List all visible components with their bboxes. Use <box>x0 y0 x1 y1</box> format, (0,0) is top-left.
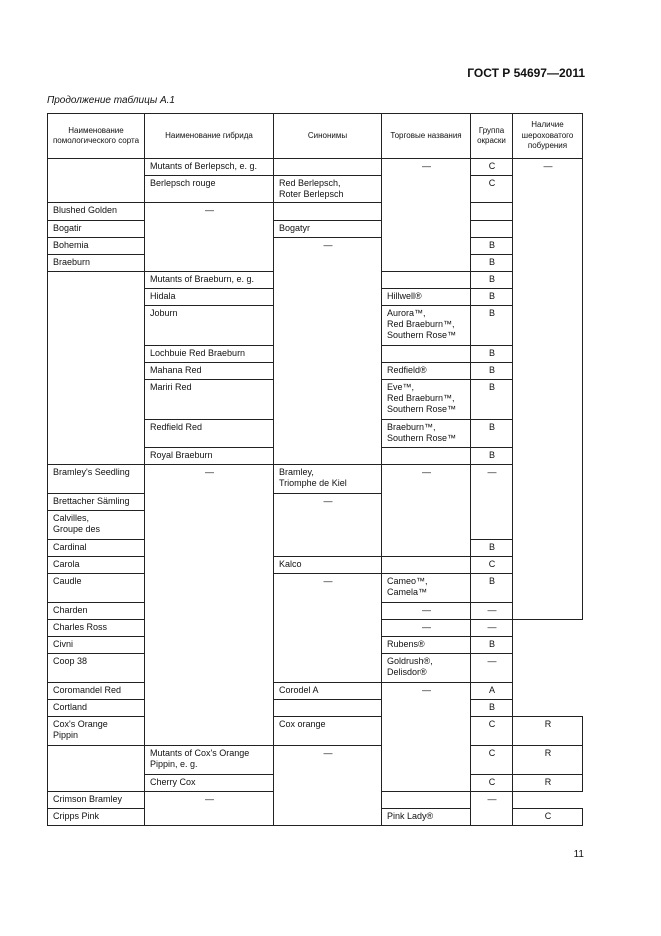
synonym-cell: — <box>274 746 382 826</box>
trade-cell: Braeburn™, Southern Rose™ <box>382 420 471 448</box>
trade-cell: — <box>382 620 471 637</box>
variety-cell: Cripps Pink <box>48 809 145 826</box>
group-cell: B <box>471 540 513 557</box>
synonym-cell: Kalco <box>274 557 382 574</box>
group-cell: B <box>471 637 513 654</box>
russet-cell: — <box>471 792 513 826</box>
variety-cell: Brettacher Sämling <box>48 494 145 511</box>
hybrid-cell: Royal Braeburn <box>145 448 274 465</box>
synonym-cell: — <box>274 574 382 683</box>
group-cell: B <box>471 272 513 289</box>
variety-cell: Civni <box>48 637 145 654</box>
table-row <box>48 238 583 255</box>
trade-cell: Goldrush®, Delisdor® <box>382 654 471 683</box>
hybrid-cell: Lochbuie Red Braeburn <box>145 346 274 363</box>
variety-cell: Crimson Bramley <box>48 792 145 809</box>
trade-cell <box>382 346 471 363</box>
russet-cell: R <box>513 775 583 792</box>
trade-cell: Hillwell® <box>382 289 471 306</box>
group-cell: A <box>471 683 513 700</box>
group-cell: B <box>471 380 513 420</box>
group-cell <box>382 792 471 809</box>
table-row <box>48 203 583 221</box>
group-cell: C <box>471 557 513 574</box>
table-header-row <box>48 114 583 159</box>
header-variety: Наименование помологического сорта <box>48 114 145 159</box>
hybrid-cell: Mahana Red <box>145 363 274 380</box>
header-hybrid: Наименование гибрида <box>145 114 274 159</box>
group-cell: B <box>471 574 513 603</box>
hybrid-cell: Mutants of Berlepsch, e. g. <box>145 159 274 176</box>
trade-cell: Cameo™, Camela™ <box>382 574 471 603</box>
group-cell: C <box>471 159 513 176</box>
group-cell <box>471 203 513 221</box>
synonym-cell: Cox orange <box>274 717 382 746</box>
header-trade-names: Торговые названия <box>382 114 471 159</box>
table-row <box>48 557 583 574</box>
synonym-cell: — <box>274 494 382 557</box>
variety-cell: Cortland <box>48 700 145 717</box>
header-russeting: Наличие шероховатого побурения <box>513 114 583 159</box>
trade-cell: — <box>382 683 471 792</box>
variety-cell: Cardinal <box>48 540 145 557</box>
synonym-cell <box>274 700 382 717</box>
group-cell: — <box>471 654 513 683</box>
trade-cell: — <box>382 159 471 272</box>
variety-cell <box>48 746 145 792</box>
table-row <box>48 159 583 176</box>
group-cell: B <box>471 346 513 363</box>
hybrid-cell: Joburn <box>145 306 274 346</box>
group-cell: B <box>471 289 513 306</box>
russet-cell: R <box>513 746 583 775</box>
trade-cell: Redfield® <box>382 363 471 380</box>
variety-cell: Caudle <box>48 574 145 603</box>
trade-cell <box>382 272 471 289</box>
group-cell: B <box>471 448 513 465</box>
variety-cell <box>48 159 145 203</box>
russet-cell: R <box>513 717 583 746</box>
variety-cell: Calvilles, Groupe des <box>48 511 145 540</box>
group-cell <box>471 221 513 238</box>
hybrid-cell: Berlepsch rouge <box>145 176 274 203</box>
hybrid-cell: Mutants of Cox's Orange Pippin, e. g. <box>145 746 274 775</box>
hybrid-cell: Mutants of Braeburn, e. g. <box>145 272 274 289</box>
header-color-group: Группа окраски <box>471 114 513 159</box>
group-cell: C <box>471 775 513 792</box>
trade-cell: Eve™, Red Braeburn™, Southern Rose™ <box>382 380 471 420</box>
variety-cell: Braeburn <box>48 255 145 272</box>
trade-cell <box>382 557 471 574</box>
variety-cell: Bohemia <box>48 238 145 255</box>
variety-cell: Coromandel Red <box>48 683 145 700</box>
variety-cell: Carola <box>48 557 145 574</box>
hybrid-cell: Redfield Red <box>145 420 274 448</box>
synonym-cell: Bogatyr <box>274 221 382 238</box>
variety-cell: Charles Ross <box>48 620 145 637</box>
table-row <box>48 683 583 700</box>
trade-cell: — <box>382 465 471 557</box>
variety-cell: Bramley's Seedling <box>48 465 145 494</box>
hybrid-cell: — <box>145 203 274 272</box>
synonym-cell: Red Berlepsch, Roter Berlepsch <box>274 176 382 203</box>
group-cell: C <box>471 176 513 203</box>
trade-cell: Pink Lady® <box>382 809 471 826</box>
variety-cell: Charden <box>48 603 145 620</box>
russet-cell: — <box>513 159 583 620</box>
group-cell: B <box>471 238 513 255</box>
trade-cell: Rubens® <box>382 637 471 654</box>
hybrid-cell: — <box>145 465 274 746</box>
group-cell: — <box>471 603 513 620</box>
group-cell: B <box>471 363 513 380</box>
group-cell: C <box>513 809 583 826</box>
synonym-cell: Bramley, Triomphe de Kiel <box>274 465 382 494</box>
variety-cell <box>48 272 145 465</box>
group-cell: C <box>471 746 513 775</box>
table-row <box>48 717 583 746</box>
table-caption: Продолжение таблицы А.1 <box>47 95 175 106</box>
group-cell: — <box>471 620 513 637</box>
trade-cell <box>382 448 471 465</box>
group-cell: B <box>471 420 513 448</box>
table-row <box>48 746 583 775</box>
table-row <box>48 221 583 238</box>
group-cell: B <box>471 700 513 717</box>
table-row <box>48 574 583 603</box>
trade-cell: — <box>382 603 471 620</box>
hybrid-cell: Mariri Red <box>145 380 274 420</box>
hybrid-cell: Cherry Cox <box>145 775 274 792</box>
synonym-cell: Corodel A <box>274 683 382 700</box>
page-number: 11 <box>573 849 584 860</box>
variety-cell: Blushed Golden <box>48 203 145 221</box>
table-row <box>48 465 583 494</box>
variety-cell: Coop 38 <box>48 654 145 683</box>
hybrid-cell: — <box>145 792 274 826</box>
group-cell: C <box>471 717 513 746</box>
synonym-cell <box>274 159 382 176</box>
group-cell: B <box>471 255 513 272</box>
variety-cell: Bogatir <box>48 221 145 238</box>
group-cell: B <box>471 306 513 346</box>
synonym-cell <box>274 203 382 221</box>
hybrid-cell: Hidala <box>145 289 274 306</box>
table-row <box>48 700 583 717</box>
synonym-cell: — <box>274 238 382 465</box>
group-cell: — <box>471 465 513 540</box>
varieties-table <box>47 113 583 826</box>
variety-cell: Cox's Orange Pippin <box>48 717 145 746</box>
header-synonyms: Синонимы <box>274 114 382 159</box>
trade-cell: Aurora™, Red Braeburn™, Southern Rose™ <box>382 306 471 346</box>
document-code: ГОСТ Р 54697—2011 <box>467 66 585 80</box>
